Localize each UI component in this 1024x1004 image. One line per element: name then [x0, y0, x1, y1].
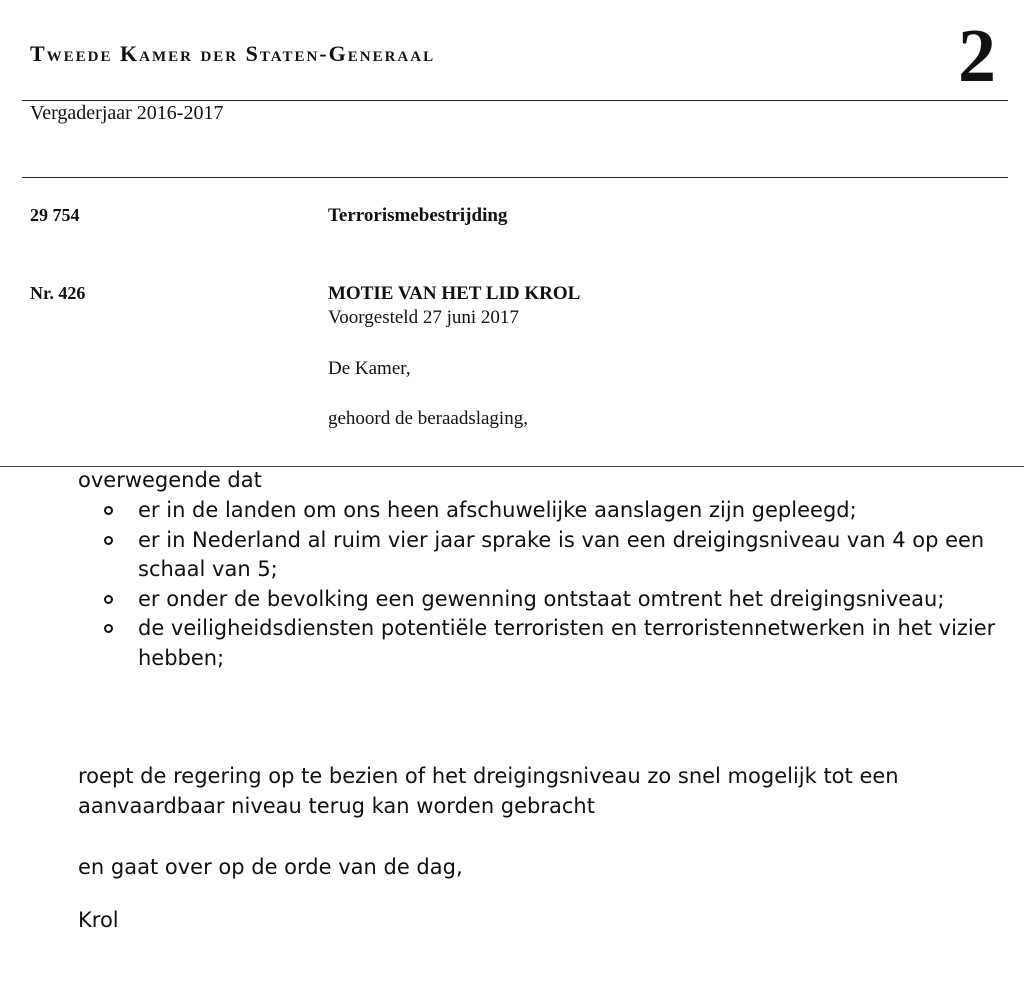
- house-title: Tweede Kamer der Staten-Generaal: [30, 41, 436, 66]
- consideration-item: [104, 526, 1004, 585]
- consideration-item: [104, 614, 1004, 673]
- dossier-title: Terrorismebestrijding: [328, 205, 508, 226]
- section-divider: [22, 177, 1008, 178]
- motion-number: Nr. 426: [30, 283, 86, 303]
- chamber-greeting: De Kamer,: [328, 358, 411, 379]
- page-number: 2: [958, 14, 996, 98]
- consideration-item: [104, 585, 1004, 615]
- consideration-text: er in Nederland al ruim vier jaar sprake is van een dreigingsniveau van 4 op een schaal van 5;: [138, 527, 985, 581]
- deliberation-line: gehoord de beraadslaging,: [328, 408, 528, 429]
- dossier-number: 29 754: [30, 205, 80, 225]
- bullet-icon: [104, 536, 113, 545]
- consideration-text: er onder de bevolking een gewenning ontstaat omtrent het dreigingsniveau;: [138, 586, 945, 611]
- proposed-date: Voorgesteld 27 juni 2017: [328, 307, 519, 328]
- resolution: roept de regering op te bezien of het dreigingsniveau zo snel mogelijk tot een aanvaardbaar niveau terug kan worden gebracht: [78, 764, 899, 818]
- session-year: Vergaderjaar 2016-2017: [30, 102, 224, 124]
- signature: Krol: [78, 908, 119, 932]
- motion-title: MOTIE VAN HET LID KROL: [328, 283, 581, 304]
- consideration-item: [104, 496, 1004, 526]
- closing-line: en gaat over op de orde van de dag,: [78, 855, 463, 879]
- header-divider: [22, 100, 1008, 101]
- bullet-icon: [104, 624, 113, 633]
- bullet-icon: [104, 506, 113, 515]
- consideration-text: de veiligheidsdiensten potentiële terroristen en terroristennetwerken in het vizier hebben;: [138, 616, 996, 670]
- considerations-list: [104, 496, 1004, 673]
- considering-heading: overwegende dat: [78, 468, 262, 492]
- bullet-icon: [104, 595, 113, 604]
- consideration-text: er in de landen om ons heen afschuwelijke aanslagen zijn gepleegd;: [138, 498, 857, 522]
